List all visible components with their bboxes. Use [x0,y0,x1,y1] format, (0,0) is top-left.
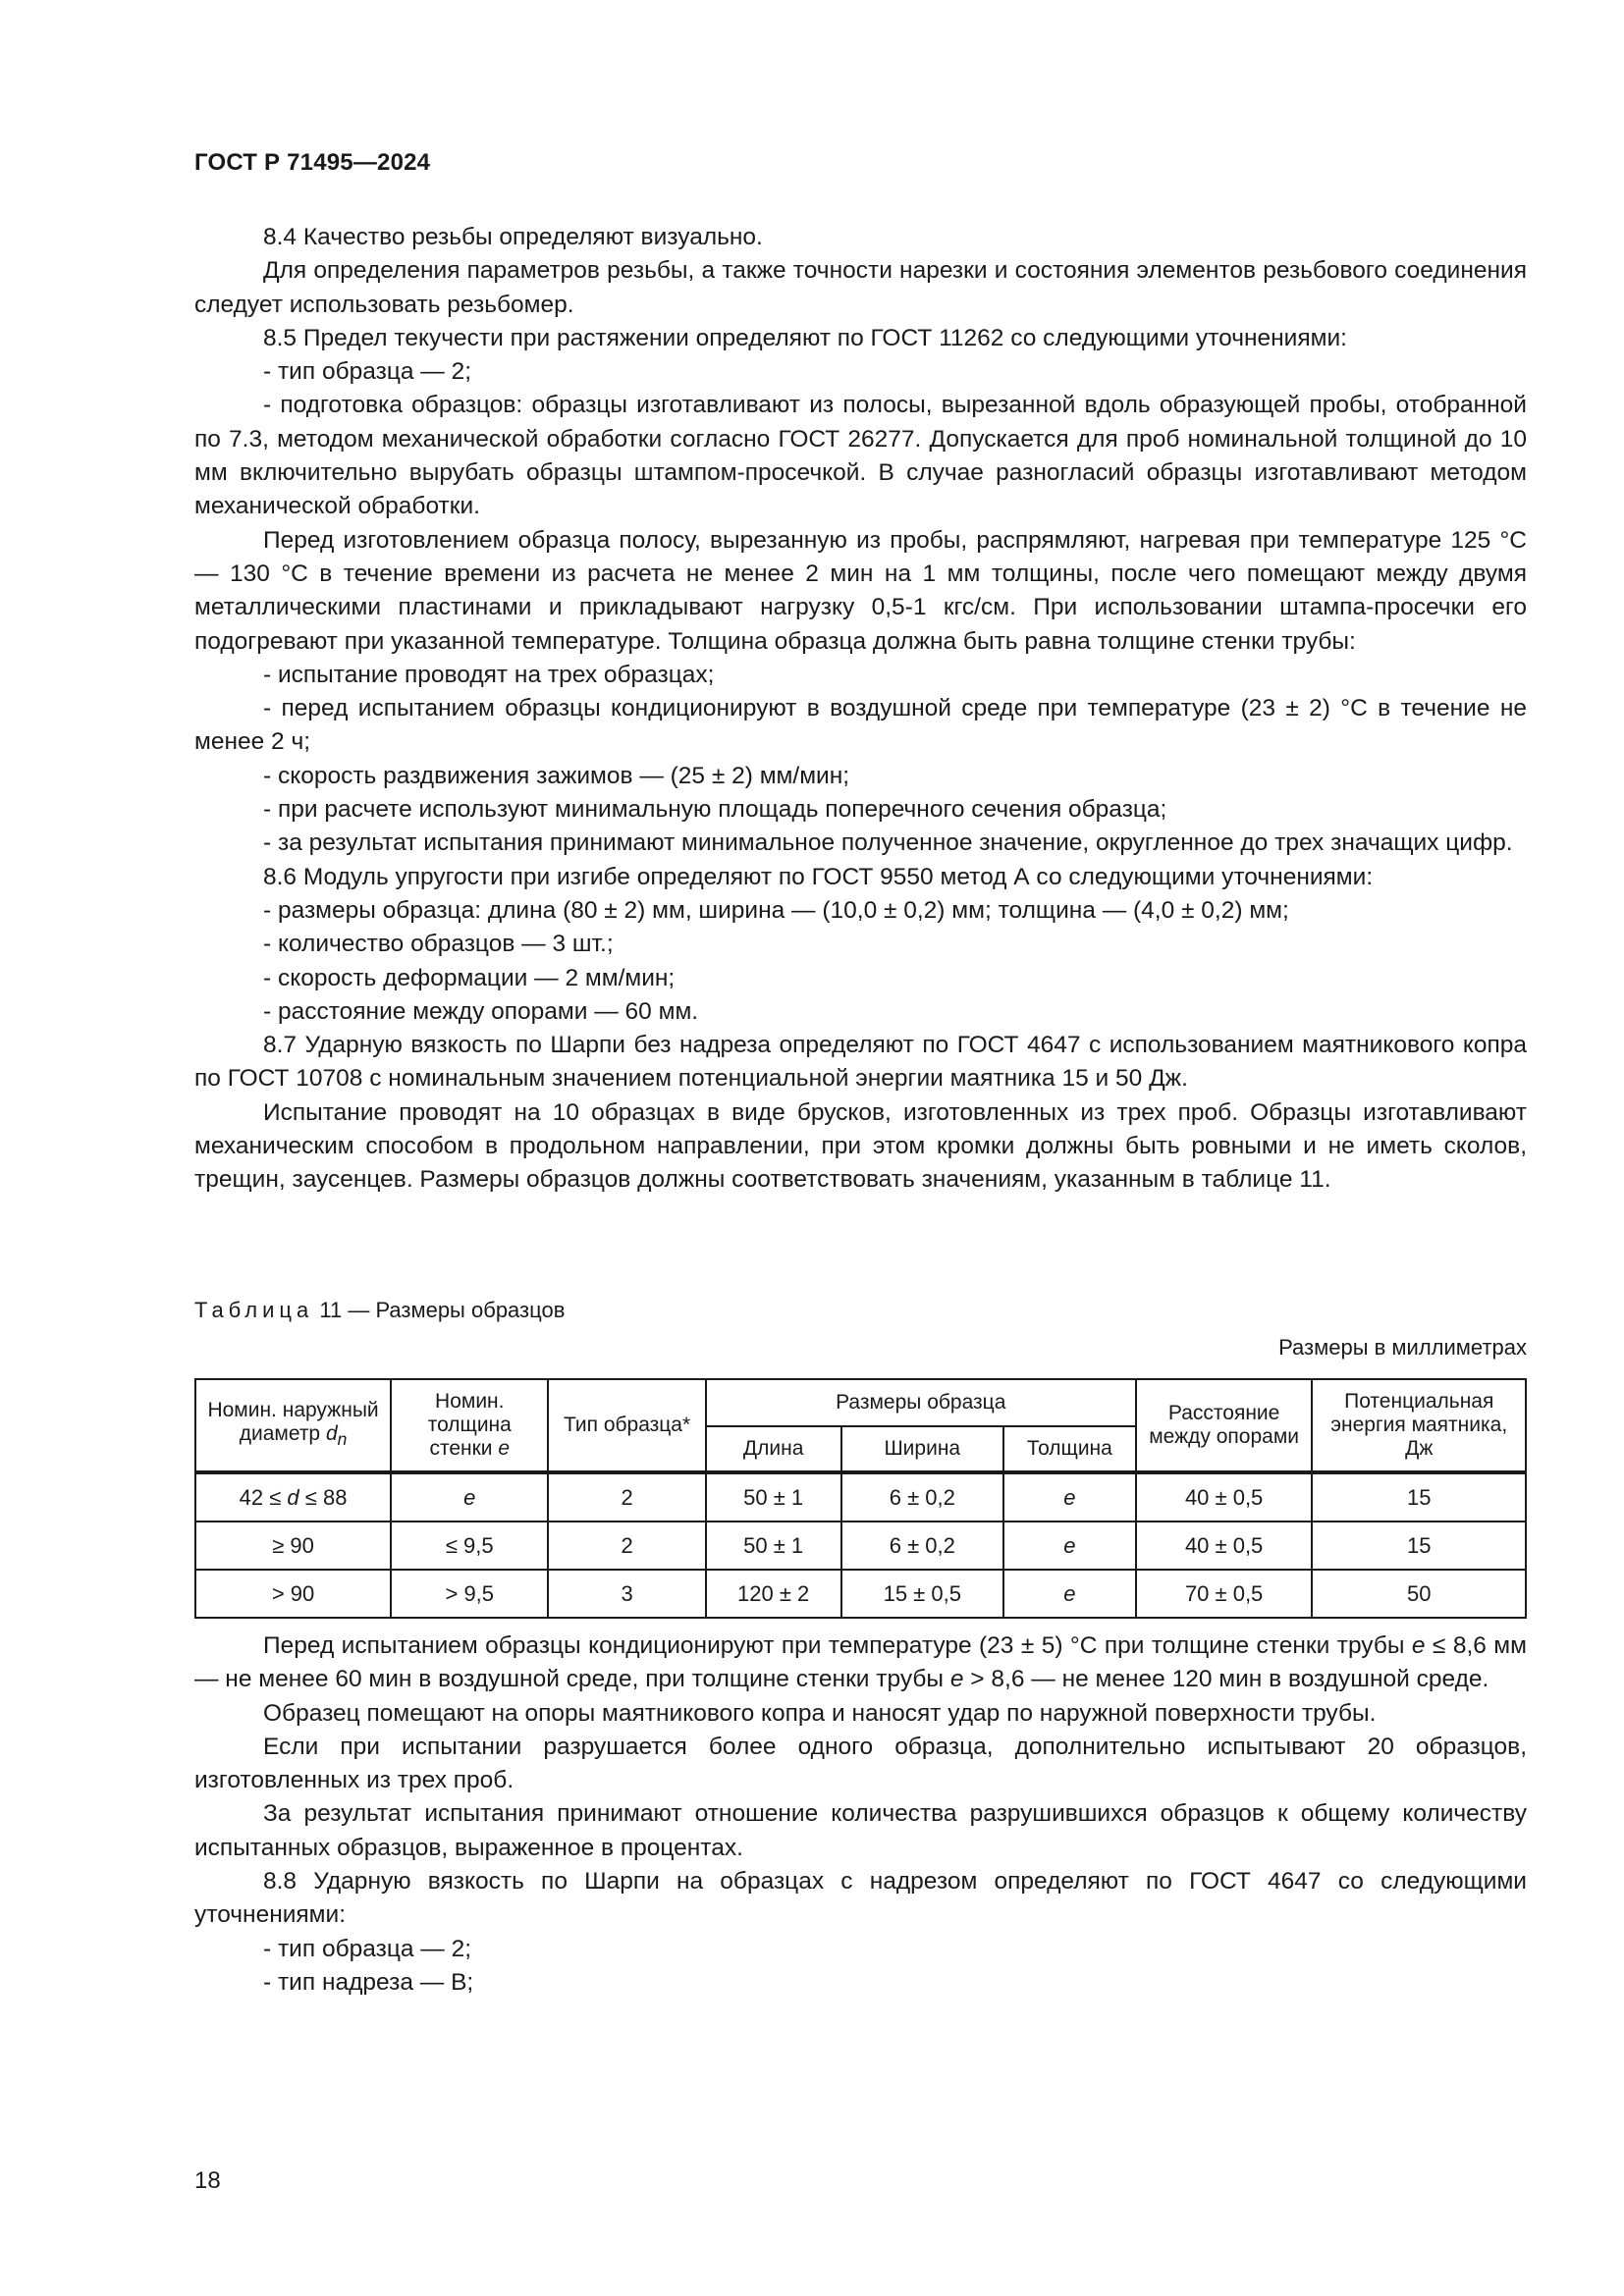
cell-distance: 70 ± 0,5 [1136,1570,1313,1618]
cell-length: 50 ± 1 [706,1522,841,1570]
list-item: - подготовка образцов: образцы изготавливают из полосы, вырезанной вдоль образующей пробы, отобранной по 7.3, методом механической обработки согласно ГОСТ 26277. Допускается для проб номинальной толщиной до 10 мм включительно вырубать образцы штампом-просечкой. В случае разногласий образцы изготавливают методом механической обработки. [194,392,1527,520]
cell-width: 15 ± 0,5 [841,1570,1003,1618]
list-item: - количество образцов — 3 шт.; [263,931,614,958]
table-row [195,1570,1526,1618]
paragraph: Испытание проводят на 10 образцах в виде брусков, изготовленных из трех проб. Образцы изготавливают механическим способом в продольном направлении, при этом кромки должны быть ровными и не иметь сколов, трещин, заусенцев. Размеры образцов должны соответствовать значениям, указанным в таблице 11. [194,1098,1527,1194]
cell-energy: 50 [1312,1570,1526,1618]
paragraph: За результат испытания принимают отношение количества разрушившихся образцов к общему количеству испытанных образцов, выраженное в процентах. [194,1800,1527,1861]
list-item: - расстояние между опорами — 60 мм. [263,997,699,1025]
units-note: Размеры в миллиметрах [1278,1335,1527,1360]
paragraph: Если при испытании разрушается более одного образца, дополнительно испытывают 20 образцов, изготовленных из трех проб. [194,1733,1527,1794]
header-specimen-type: Тип образца* [548,1379,705,1472]
table-caption-word: Таблица [194,1298,314,1322]
header-thickness: Толщина [1003,1426,1136,1472]
cell-distance: 40 ± 0,5 [1136,1522,1313,1570]
table-caption [194,1298,565,1323]
cell-thickness: e [1003,1522,1136,1570]
cell-energy: 15 [1312,1522,1526,1570]
cell-diameter: 42 ≤ d ≤ 88 [195,1472,391,1522]
paragraph: Для определения параметров резьбы, а также точности нарезки и состояния элементов резьбового соединения следует использовать резьбомер. [194,257,1527,318]
section-after-table [194,1629,1527,2000]
paragraph-8-8: 8.8 Ударную вязкость по Шарпи на образцах с надрезом определяют по ГОСТ 4647 со следующими уточнениями: [194,1868,1527,1929]
paragraph-conditioning: Перед испытанием образцы кондиционируют при температуре (23 ± 5) °С при толщине стенки трубы е ≤ 8,6 мм — не менее 60 мин в воздушной среде, при толщине стенки трубы е > 8,6 — не менее 120 мин в воздушной среде. [194,1632,1527,1693]
list-item: - размеры образца: длина (80 ± 2) мм, ширина — (10,0 ± 0,2) мм; толщина — (4,0 ± 0,2) мм; [263,896,1289,924]
list-item: - за результат испытания принимают минимальное полученное значение, округленное до трех значащих цифр. [263,829,1513,857]
header-specimen-sizes: Размеры образца [706,1379,1136,1426]
cell-wall: e [391,1472,548,1522]
cell-energy: 15 [1312,1472,1526,1522]
cell-diameter: ≥ 90 [195,1522,391,1570]
cell-thickness: e [1003,1472,1136,1522]
header-support-distance: Расстояние между опорами [1136,1379,1313,1472]
table-row [195,1472,1526,1522]
paragraph-8-5: 8.5 Предел текучести при растяжении определяют по ГОСТ 11262 со следующими уточнениями: [263,324,1347,351]
table-row [195,1522,1526,1570]
cell-type: 2 [548,1522,705,1570]
paragraph: Перед изготовлением образца полосу, вырезанную из пробы, распрямляют, нагревая при температуре 125 °С — 130 °С в течение времени из расчета не менее 2 мин на 1 мм толщины, после чего помещают между двумя металлическими пластинами и прикладывают нагрузку 0,5-1 кгс/см. При использовании штампа-просечки его подогревают при указанной температуре. Толщина образца должна быть равна толщине стенки трубы: [194,526,1527,655]
list-item: - тип образца — 2; [263,1935,472,1962]
cell-wall: > 9,5 [391,1570,548,1618]
cell-wall: ≤ 9,5 [391,1522,548,1570]
cell-width: 6 ± 0,2 [841,1522,1003,1570]
cell-thickness: e [1003,1570,1136,1618]
specimen-size-table [194,1378,1527,1619]
list-item: - скорость раздвижения зажимов — (25 ± 2) мм/мин; [263,762,850,789]
paragraph-8-7: 8.7 Ударную вязкость по Шарпи без надреза определяют по ГОСТ 4647 с использованием маятникового копра по ГОСТ 10708 с номинальным значением потенциальной энергии маятника 15 и 50 Дж. [194,1032,1527,1093]
header-width: Ширина [841,1426,1003,1472]
paragraph: Образец помещают на опоры маятникового копра и наносят удар по наружной поверхности трубы. [263,1699,1377,1727]
cell-distance: 40 ± 0,5 [1136,1472,1313,1522]
cell-diameter: > 90 [195,1570,391,1618]
header-outer-diameter: Номин. наружный диаметр $d_n$ [195,1379,391,1472]
list-item: - испытание проводят на трех образцах; [263,661,715,688]
header-wall-thickness: Номин. толщина стенки e [391,1379,548,1472]
paragraph-8-6: 8.6 Модуль упругости при изгибе определяют по ГОСТ 9550 метод А со следующими уточнениями: [263,863,1374,890]
cell-length: 120 ± 2 [706,1570,841,1618]
list-item: - тип надреза — В; [263,1968,474,1996]
section-8-4-8-7 [194,221,1527,1198]
cell-length: 50 ± 1 [706,1472,841,1522]
page-number: 18 [194,2167,221,2194]
list-item: - перед испытанием образцы кондиционируют в воздушной среде при температуре (23 ± 2) °С в течение не менее 2 ч; [194,695,1527,756]
list-item: - тип образца — 2; [263,358,472,386]
header-pendulum-energy: Потенциальная энергия маятника, Дж [1312,1379,1526,1472]
cell-width: 6 ± 0,2 [841,1472,1003,1522]
header-length: Длина [706,1426,841,1472]
table-caption-title: 11 — Размеры образцов [313,1298,566,1322]
list-item: - при расчете используют минимальную площадь поперечного сечения образца; [263,796,1167,824]
document-code-header: ГОСТ Р 71495—2024 [194,149,431,176]
paragraph-8-4: 8.4 Качество резьбы определяют визуально. [263,224,763,250]
cell-type: 3 [548,1570,705,1618]
list-item: - скорость деформации — 2 мм/мин; [263,964,676,991]
cell-type: 2 [548,1472,705,1522]
